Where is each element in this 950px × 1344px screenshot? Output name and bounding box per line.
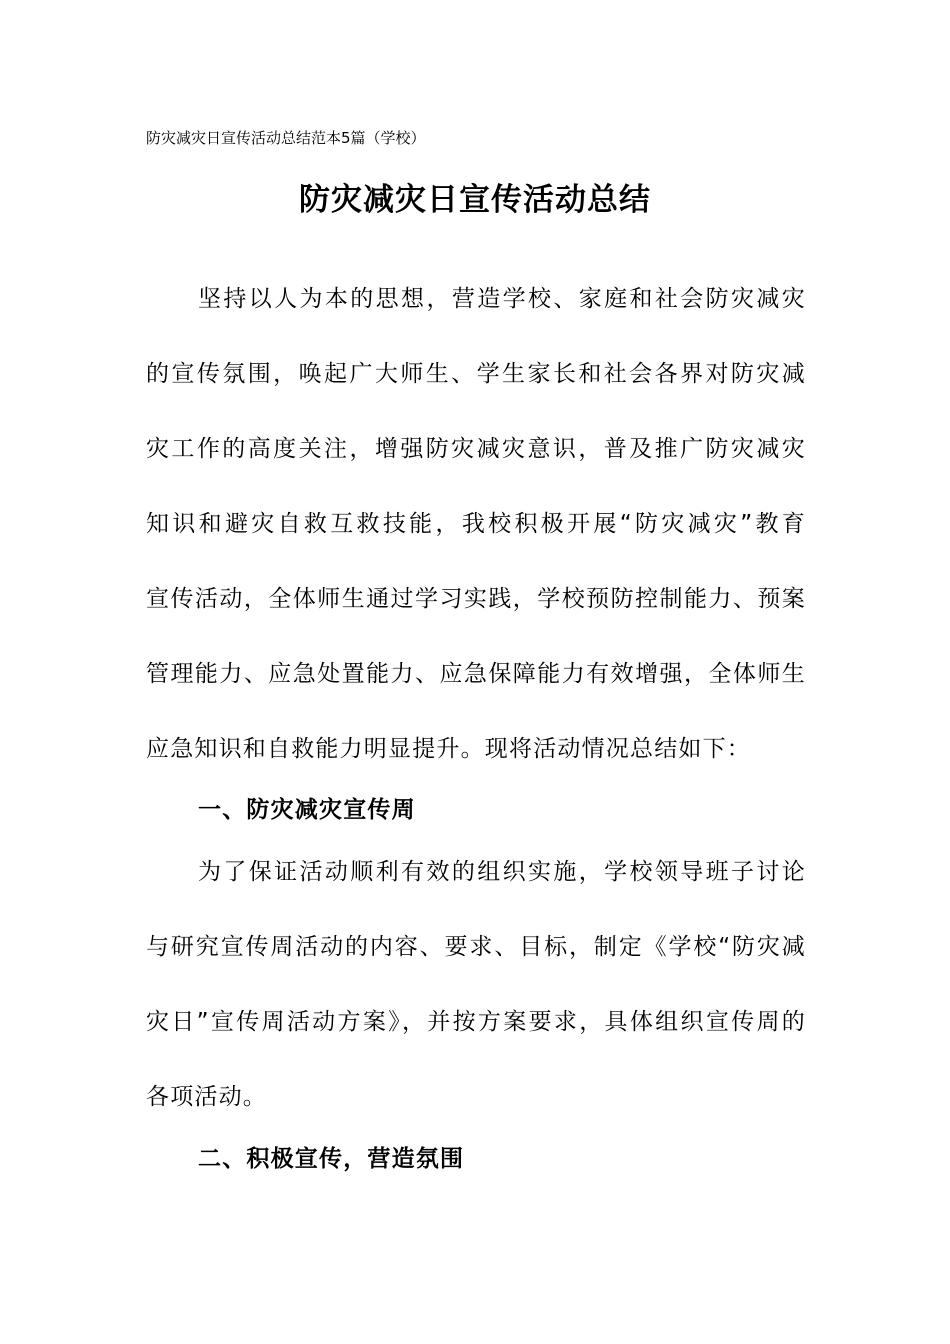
section-2-heading: 二、积极宣传，营造氛围 (198, 1146, 465, 1172)
section-1-line-2: 与研究宣传周活动的内容、要求、目标，制定《学校“防灾减 (146, 934, 806, 960)
intro-line-2: 的宣传氛围，唤起广大师生、学生家长和社会各界对防灾减 (146, 361, 806, 387)
section-1-line-3: 灾日”宣传周活动方案》，并按方案要求，具体组织宣传周的 (146, 1009, 806, 1035)
intro-line-4: 知识和避灾自救互救技能，我校积极开展“防灾减灾”教育 (146, 511, 806, 537)
section-1-line-1: 为了保证活动顺利有效的组织实施，学校领导班子讨论 (198, 859, 806, 885)
section-1-heading: 一、防灾减灾宣传周 (198, 797, 416, 823)
section-1-line-4: 各项活动。 (146, 1084, 267, 1110)
intro-line-1: 坚持以人为本的思想，营造学校、家庭和社会防灾减灾 (198, 286, 806, 312)
intro-line-5: 宣传活动，全体师生通过学习实践，学校预防控制能力、预案 (146, 586, 806, 612)
intro-line-7: 应急知识和自救能力明显提升。现将活动情况总结如下： (146, 736, 751, 762)
intro-line-3: 灾工作的高度关注，增强防灾减灾意识，普及推广防灾减灾 (146, 436, 806, 462)
intro-line-6: 管理能力、应急处置能力、应急保障能力有效增强，全体师生 (146, 661, 806, 687)
document-title: 防灾减灾日宣传活动总结 (299, 182, 651, 218)
document-header: 防灾减灾日宣传活动总结范本5篇（学校） (146, 129, 426, 147)
